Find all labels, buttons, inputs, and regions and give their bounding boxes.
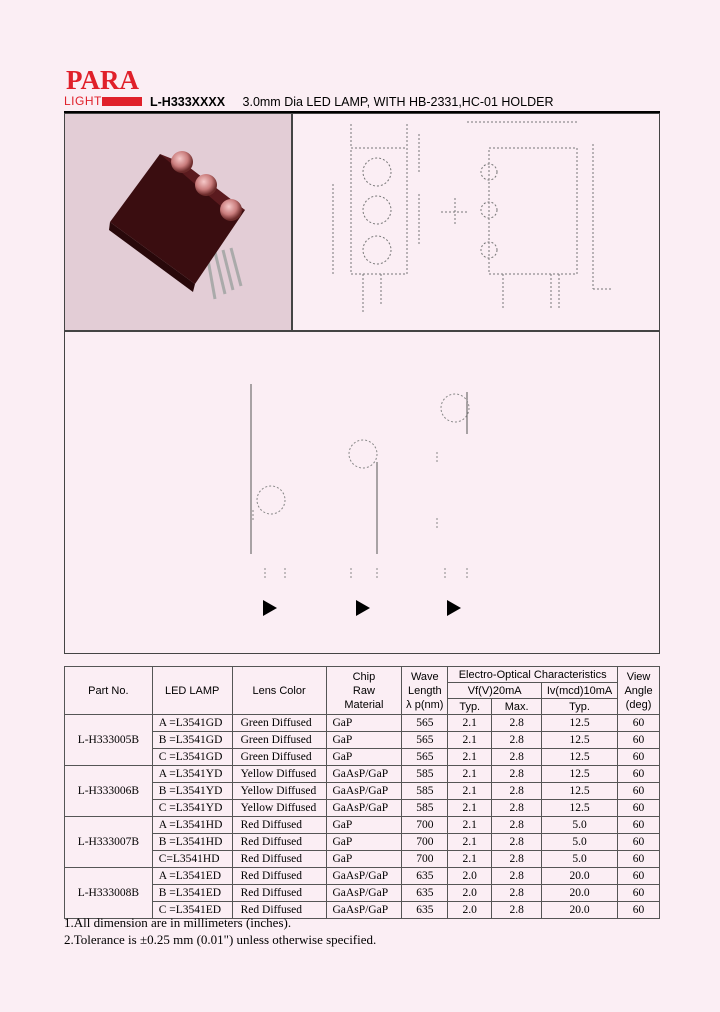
direction-arrow-2: [356, 600, 370, 616]
cell-chip-material: GaP: [326, 732, 402, 749]
cell-iv-typ: 12.5: [542, 783, 618, 800]
spec-table: [64, 666, 660, 919]
cell-vf-max: 2.8: [492, 902, 542, 919]
cell-chip-material: GaAsP/GaP: [326, 902, 402, 919]
cell-lens-color: Red Diffused: [232, 851, 326, 868]
cell-lens-color: Red Diffused: [232, 817, 326, 834]
cell-iv-typ: 20.0: [542, 902, 618, 919]
table-row: [65, 885, 660, 902]
cell-lens-color: Red Diffused: [232, 868, 326, 885]
cell-led-lamp: B =L3541HD: [152, 834, 232, 851]
notes: [64, 914, 376, 948]
cell-view-angle: 60: [618, 851, 660, 868]
part-description: 3.0mm Dia LED LAMP, WITH HB-2331,HC-01 HOLDER: [242, 95, 554, 109]
direction-arrow-3: [447, 600, 461, 616]
cell-vf-max: 2.8: [492, 715, 542, 732]
cell-led-lamp: C =L3541YD: [152, 800, 232, 817]
cell-chip-material: GaP: [326, 817, 402, 834]
cell-wave-length: 565: [402, 749, 448, 766]
note-2: 2.Tolerance is ±0.25 mm (0.01") unless otherwise specified.: [64, 932, 377, 947]
cell-view-angle: 60: [618, 783, 660, 800]
col-iv: Iv(mcd)10mA: [542, 683, 618, 699]
cell-led-lamp: B =L3541ED: [152, 885, 232, 902]
cell-vf-max: 2.8: [492, 749, 542, 766]
cell-vf-max: 2.8: [492, 868, 542, 885]
cell-vf-typ: 2.0: [448, 868, 492, 885]
cell-vf-typ: 2.1: [448, 834, 492, 851]
cell-lens-color: Red Diffused: [232, 834, 326, 851]
cell-view-angle: 60: [618, 800, 660, 817]
cell-vf-max: 2.8: [492, 732, 542, 749]
cell-lens-color: Red Diffused: [232, 885, 326, 902]
cell-vf-max: 2.8: [492, 851, 542, 868]
dimension-drawing-svg: [293, 114, 661, 332]
spec-table-body: [65, 715, 660, 919]
cell-iv-typ: 12.5: [542, 715, 618, 732]
col-vf-typ: Typ.: [448, 699, 492, 715]
cell-led-lamp: C =L3541ED: [152, 902, 232, 919]
cell-view-angle: 60: [618, 885, 660, 902]
table-row: [65, 851, 660, 868]
dimension-drawing: [292, 113, 660, 331]
pcb-layout: [64, 331, 660, 654]
cell-led-lamp: A =L3541HD: [152, 817, 232, 834]
cell-chip-material: GaAsP/GaP: [326, 783, 402, 800]
cell-vf-max: 2.8: [492, 766, 542, 783]
cell-iv-typ: 5.0: [542, 834, 618, 851]
table-row: [65, 783, 660, 800]
col-led-lamp: LED LAMP: [152, 667, 232, 715]
cell-part-no: L-H333008B: [65, 868, 153, 919]
col-lens-color: Lens Color: [232, 667, 326, 715]
cell-led-lamp: A =L3541GD: [152, 715, 232, 732]
cell-chip-material: GaP: [326, 715, 402, 732]
cell-view-angle: 60: [618, 817, 660, 834]
cell-part-no: L-H333006B: [65, 766, 153, 817]
cell-vf-typ: 2.1: [448, 715, 492, 732]
cell-led-lamp: B =L3541GD: [152, 732, 232, 749]
cell-wave-length: 700: [402, 834, 448, 851]
col-iv-typ: Typ.: [542, 699, 618, 715]
table-row: [65, 732, 660, 749]
led-a-photo: [171, 151, 193, 173]
cell-view-angle: 60: [618, 766, 660, 783]
col-eo-characteristics: Electro-Optical Characteristics: [448, 667, 618, 683]
cell-iv-typ: 12.5: [542, 766, 618, 783]
cell-wave-length: 585: [402, 800, 448, 817]
direction-arrow-1: [263, 600, 277, 616]
cell-led-lamp: C=L3541HD: [152, 851, 232, 868]
cell-view-angle: 60: [618, 715, 660, 732]
cell-chip-material: GaP: [326, 851, 402, 868]
table-row: [65, 766, 660, 783]
cell-lens-color: Green Diffused: [232, 749, 326, 766]
table-row: [65, 749, 660, 766]
cell-vf-typ: 2.1: [448, 817, 492, 834]
col-vf-max: Max.: [492, 699, 542, 715]
cell-wave-length: 565: [402, 732, 448, 749]
cell-part-no: L-H333005B: [65, 715, 153, 766]
logo-bar: [102, 97, 142, 106]
cell-lens-color: Green Diffused: [232, 715, 326, 732]
cell-lens-color: Yellow Diffused: [232, 766, 326, 783]
led-c-photo: [220, 199, 242, 221]
cell-view-angle: 60: [618, 732, 660, 749]
cell-lens-color: Red Diffused: [232, 902, 326, 919]
part-series: L-H333XXXX: [150, 95, 226, 109]
product-photo: [64, 113, 292, 331]
cell-led-lamp: B =L3541YD: [152, 783, 232, 800]
cell-vf-max: 2.8: [492, 783, 542, 800]
cell-wave-length: 635: [402, 885, 448, 902]
cell-view-angle: 60: [618, 868, 660, 885]
cell-vf-typ: 2.0: [448, 885, 492, 902]
cell-wave-length: 635: [402, 868, 448, 885]
col-vf: Vf(V)20mA: [448, 683, 542, 699]
pcb-layout-svg: [65, 332, 661, 655]
cell-view-angle: 60: [618, 834, 660, 851]
cell-vf-max: 2.8: [492, 800, 542, 817]
cell-vf-max: 2.8: [492, 817, 542, 834]
cell-led-lamp: A =L3541YD: [152, 766, 232, 783]
cell-vf-typ: 2.0: [448, 902, 492, 919]
cell-iv-typ: 12.5: [542, 749, 618, 766]
logo-sub: LIGHT: [64, 94, 102, 108]
cell-wave-length: 700: [402, 817, 448, 834]
cell-wave-length: 700: [402, 851, 448, 868]
led-holder-photo: [65, 114, 292, 331]
table-row: [65, 868, 660, 885]
cell-led-lamp: A =L3541ED: [152, 868, 232, 885]
cell-vf-typ: 2.1: [448, 800, 492, 817]
cell-iv-typ: 12.5: [542, 800, 618, 817]
cell-iv-typ: 5.0: [542, 817, 618, 834]
cell-wave-length: 585: [402, 783, 448, 800]
cell-view-angle: 60: [618, 902, 660, 919]
cell-vf-typ: 2.1: [448, 749, 492, 766]
cell-vf-max: 2.8: [492, 885, 542, 902]
col-chip-material: Chip Raw Material: [326, 667, 402, 715]
cell-lens-color: Yellow Diffused: [232, 783, 326, 800]
cell-wave-length: 585: [402, 766, 448, 783]
cell-vf-typ: 2.1: [448, 766, 492, 783]
cell-wave-length: 565: [402, 715, 448, 732]
cell-vf-typ: 2.1: [448, 851, 492, 868]
cell-iv-typ: 20.0: [542, 885, 618, 902]
col-view-angle: View Angle (deg): [618, 667, 660, 715]
col-wave-length: Wave Length λ p(nm): [402, 667, 448, 715]
cell-chip-material: GaP: [326, 834, 402, 851]
table-row: [65, 800, 660, 817]
cell-iv-typ: 5.0: [542, 851, 618, 868]
cell-chip-material: GaAsP/GaP: [326, 766, 402, 783]
logo-brand: PARA: [66, 65, 139, 95]
cell-iv-typ: 12.5: [542, 732, 618, 749]
cell-vf-max: 2.8: [492, 834, 542, 851]
cell-vf-typ: 2.1: [448, 783, 492, 800]
note-1: 1.All dimension are in millimeters (inches).: [64, 915, 292, 930]
table-row: [65, 715, 660, 732]
cell-chip-material: GaAsP/GaP: [326, 885, 402, 902]
cell-chip-material: GaAsP/GaP: [326, 868, 402, 885]
cell-iv-typ: 20.0: [542, 868, 618, 885]
cell-vf-typ: 2.1: [448, 732, 492, 749]
cell-chip-material: GaAsP/GaP: [326, 800, 402, 817]
para-light-logo: [64, 66, 144, 110]
table-row: [65, 817, 660, 834]
cell-led-lamp: C =L3541GD: [152, 749, 232, 766]
cell-lens-color: Green Diffused: [232, 732, 326, 749]
cell-chip-material: GaP: [326, 749, 402, 766]
cell-view-angle: 60: [618, 749, 660, 766]
col-part-no: Part No.: [65, 667, 153, 715]
table-row: [65, 834, 660, 851]
cell-lens-color: Yellow Diffused: [232, 800, 326, 817]
document-title: [150, 95, 553, 109]
led-b-photo: [195, 174, 217, 196]
cell-part-no: L-H333007B: [65, 817, 153, 868]
cell-wave-length: 635: [402, 902, 448, 919]
